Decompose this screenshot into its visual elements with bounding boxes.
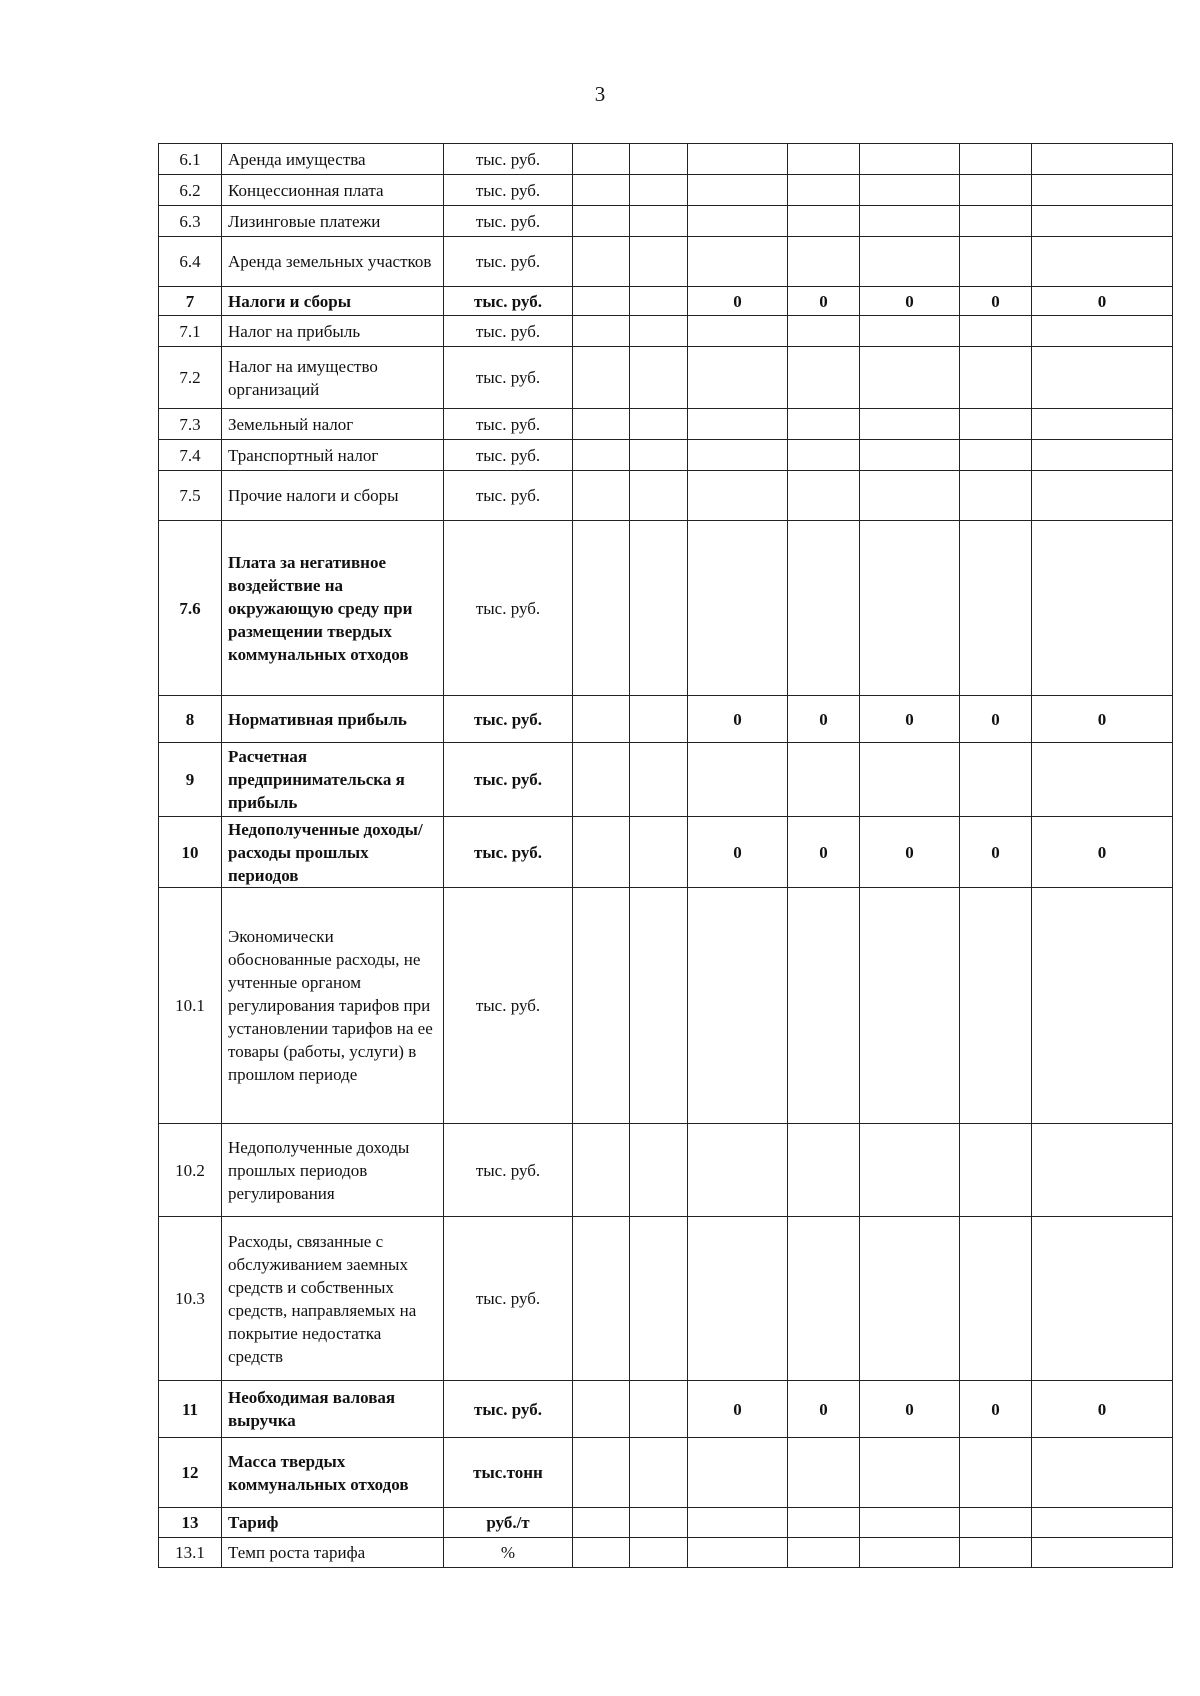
value-cell xyxy=(960,206,1032,237)
value-cell xyxy=(688,316,788,347)
row-item-name: Налоги и сборы xyxy=(222,287,444,316)
value-cell xyxy=(788,440,860,471)
row-unit: тыс. руб. xyxy=(444,888,573,1124)
row-number: 7.1 xyxy=(159,316,222,347)
value-cell xyxy=(1032,471,1173,521)
value-cell xyxy=(573,175,630,206)
value-cell xyxy=(688,888,788,1124)
value-cell xyxy=(1032,888,1173,1124)
value-cell xyxy=(573,409,630,440)
value-cell xyxy=(1032,175,1173,206)
value-cell xyxy=(1032,144,1173,175)
value-cell xyxy=(1032,316,1173,347)
value-cell xyxy=(860,1538,960,1568)
value-cell xyxy=(960,1217,1032,1381)
value-cell xyxy=(788,1124,860,1217)
value-cell xyxy=(573,1124,630,1217)
value-cell xyxy=(688,1538,788,1568)
value-cell xyxy=(1032,440,1173,471)
value-cell xyxy=(630,316,688,347)
value-cell xyxy=(960,521,1032,696)
row-number: 6.4 xyxy=(159,237,222,287)
value-cell xyxy=(573,521,630,696)
row-number: 7 xyxy=(159,287,222,316)
tariff-calculation-table xyxy=(158,143,1173,1568)
row-number: 9 xyxy=(159,743,222,817)
value-cell xyxy=(860,1508,960,1538)
value-cell xyxy=(630,347,688,409)
value-cell xyxy=(788,1538,860,1568)
table-row xyxy=(159,287,1173,316)
value-cell xyxy=(860,1124,960,1217)
value-cell xyxy=(860,1217,960,1381)
row-number: 6.2 xyxy=(159,175,222,206)
value-cell xyxy=(1032,206,1173,237)
value-cell xyxy=(960,888,1032,1124)
value-cell xyxy=(573,1538,630,1568)
row-number: 7.3 xyxy=(159,409,222,440)
value-cell xyxy=(688,206,788,237)
row-unit: тыс. руб. xyxy=(444,237,573,287)
row-item-name: Плата за негативное воздействие на окружающую среду при размещении твердых коммунальных отходов xyxy=(222,521,444,696)
row-unit: тыс. руб. xyxy=(444,1124,573,1217)
value-cell: 0 xyxy=(688,1381,788,1438)
row-unit: тыс. руб. xyxy=(444,316,573,347)
value-cell: 0 xyxy=(788,287,860,316)
row-number: 8 xyxy=(159,696,222,743)
value-cell xyxy=(688,237,788,287)
row-item-name: Расчетная предпринимательска я прибыль xyxy=(222,743,444,817)
value-cell: 0 xyxy=(788,1381,860,1438)
row-unit: тыс. руб. xyxy=(444,206,573,237)
value-cell xyxy=(688,471,788,521)
row-unit: тыс.тонн xyxy=(444,1438,573,1508)
table-row xyxy=(159,817,1173,888)
value-cell xyxy=(788,521,860,696)
value-cell xyxy=(573,347,630,409)
value-cell xyxy=(573,1381,630,1438)
value-cell xyxy=(630,743,688,817)
table-row xyxy=(159,1217,1173,1381)
value-cell xyxy=(960,1124,1032,1217)
row-item-name: Темп роста тарифа xyxy=(222,1538,444,1568)
value-cell xyxy=(788,347,860,409)
value-cell xyxy=(688,1217,788,1381)
value-cell xyxy=(573,888,630,1124)
table-row xyxy=(159,1538,1173,1568)
row-item-name: Тариф xyxy=(222,1508,444,1538)
value-cell xyxy=(630,409,688,440)
value-cell xyxy=(688,175,788,206)
value-cell xyxy=(630,1381,688,1438)
row-item-name: Недополученные доходы прошлых периодов регулирования xyxy=(222,1124,444,1217)
table-row xyxy=(159,409,1173,440)
row-number: 10.2 xyxy=(159,1124,222,1217)
value-cell xyxy=(860,471,960,521)
row-unit: тыс. руб. xyxy=(444,287,573,316)
row-unit: тыс. руб. xyxy=(444,347,573,409)
value-cell xyxy=(788,409,860,440)
row-item-name: Земельный налог xyxy=(222,409,444,440)
row-item-name: Недополученные доходы/расходы прошлых периодов xyxy=(222,817,444,888)
value-cell xyxy=(860,521,960,696)
row-item-name: Прочие налоги и сборы xyxy=(222,471,444,521)
value-cell xyxy=(788,206,860,237)
table-row xyxy=(159,206,1173,237)
value-cell xyxy=(860,175,960,206)
value-cell xyxy=(688,1124,788,1217)
row-number: 7.5 xyxy=(159,471,222,521)
value-cell xyxy=(960,1508,1032,1538)
value-cell xyxy=(688,521,788,696)
row-unit: руб./т xyxy=(444,1508,573,1538)
value-cell xyxy=(688,144,788,175)
row-number: 6.3 xyxy=(159,206,222,237)
table-row xyxy=(159,743,1173,817)
row-item-name: Концессионная плата xyxy=(222,175,444,206)
row-number: 10 xyxy=(159,817,222,888)
value-cell xyxy=(1032,1217,1173,1381)
value-cell xyxy=(960,471,1032,521)
value-cell: 0 xyxy=(688,287,788,316)
value-cell xyxy=(960,1538,1032,1568)
row-number: 12 xyxy=(159,1438,222,1508)
value-cell: 0 xyxy=(960,287,1032,316)
row-unit: тыс. руб. xyxy=(444,175,573,206)
value-cell: 0 xyxy=(960,696,1032,743)
value-cell: 0 xyxy=(860,817,960,888)
value-cell xyxy=(573,316,630,347)
table-row xyxy=(159,1438,1173,1508)
row-unit: тыс. руб. xyxy=(444,409,573,440)
value-cell xyxy=(788,175,860,206)
row-unit: тыс. руб. xyxy=(444,743,573,817)
value-cell: 0 xyxy=(1032,1381,1173,1438)
value-cell xyxy=(573,237,630,287)
value-cell: 0 xyxy=(860,1381,960,1438)
page-number: 3 xyxy=(594,82,606,106)
value-cell xyxy=(960,175,1032,206)
table-row xyxy=(159,521,1173,696)
value-cell xyxy=(1032,521,1173,696)
value-cell: 0 xyxy=(688,817,788,888)
value-cell xyxy=(630,471,688,521)
value-cell xyxy=(1032,347,1173,409)
value-cell: 0 xyxy=(860,696,960,743)
value-cell xyxy=(960,409,1032,440)
value-cell xyxy=(788,1217,860,1381)
row-unit: тыс. руб. xyxy=(444,144,573,175)
value-cell xyxy=(573,1217,630,1381)
row-unit: тыс. руб. xyxy=(444,1381,573,1438)
row-item-name: Расходы, связанные с обслуживанием заемных средств и собственных средств, направляемых на покрытие недостатка средств xyxy=(222,1217,444,1381)
value-cell: 0 xyxy=(788,817,860,888)
value-cell xyxy=(788,1508,860,1538)
row-unit: тыс. руб. xyxy=(444,696,573,743)
value-cell xyxy=(630,888,688,1124)
value-cell xyxy=(573,144,630,175)
value-cell xyxy=(860,409,960,440)
value-cell xyxy=(860,743,960,817)
value-cell xyxy=(630,237,688,287)
value-cell xyxy=(960,743,1032,817)
value-cell: 0 xyxy=(688,696,788,743)
value-cell xyxy=(860,144,960,175)
value-cell xyxy=(630,817,688,888)
row-item-name: Масса твердых коммунальных отходов xyxy=(222,1438,444,1508)
row-number: 7.6 xyxy=(159,521,222,696)
value-cell xyxy=(860,888,960,1124)
value-cell xyxy=(1032,1438,1173,1508)
value-cell xyxy=(960,144,1032,175)
value-cell xyxy=(788,1438,860,1508)
row-number: 10.3 xyxy=(159,1217,222,1381)
row-number: 7.4 xyxy=(159,440,222,471)
value-cell xyxy=(960,440,1032,471)
value-cell xyxy=(960,316,1032,347)
row-number: 13 xyxy=(159,1508,222,1538)
value-cell xyxy=(788,888,860,1124)
table-row xyxy=(159,175,1173,206)
value-cell xyxy=(573,440,630,471)
row-unit: % xyxy=(444,1538,573,1568)
value-cell xyxy=(860,316,960,347)
value-cell xyxy=(630,521,688,696)
value-cell xyxy=(573,287,630,316)
value-cell xyxy=(630,696,688,743)
value-cell xyxy=(860,1438,960,1508)
value-cell: 0 xyxy=(1032,287,1173,316)
value-cell xyxy=(860,206,960,237)
value-cell xyxy=(630,175,688,206)
value-cell xyxy=(688,1438,788,1508)
value-cell xyxy=(688,409,788,440)
value-cell xyxy=(788,144,860,175)
row-item-name: Транспортный налог xyxy=(222,440,444,471)
row-unit: тыс. руб. xyxy=(444,1217,573,1381)
value-cell xyxy=(960,237,1032,287)
value-cell xyxy=(630,1438,688,1508)
row-number: 10.1 xyxy=(159,888,222,1124)
value-cell xyxy=(573,1438,630,1508)
value-cell xyxy=(860,237,960,287)
row-item-name: Лизинговые платежи xyxy=(222,206,444,237)
table-row xyxy=(159,1508,1173,1538)
value-cell xyxy=(860,347,960,409)
value-cell xyxy=(630,1508,688,1538)
value-cell xyxy=(630,440,688,471)
value-cell xyxy=(788,743,860,817)
value-cell xyxy=(573,206,630,237)
table-row xyxy=(159,237,1173,287)
value-cell: 0 xyxy=(960,817,1032,888)
value-cell xyxy=(960,347,1032,409)
value-cell xyxy=(630,144,688,175)
table-row xyxy=(159,888,1173,1124)
row-unit: тыс. руб. xyxy=(444,521,573,696)
value-cell xyxy=(630,1217,688,1381)
table-row xyxy=(159,471,1173,521)
value-cell xyxy=(573,696,630,743)
value-cell xyxy=(788,237,860,287)
value-cell xyxy=(573,817,630,888)
value-cell xyxy=(630,1538,688,1568)
row-item-name: Необходимая валовая выручка xyxy=(222,1381,444,1438)
row-item-name: Экономически обоснованные расходы, не учтенные органом регулирования тарифов при установлении тарифов на ее товары (работы, услуги) в прошлом периоде xyxy=(222,888,444,1124)
value-cell xyxy=(860,440,960,471)
table-row xyxy=(159,1381,1173,1438)
row-number: 7.2 xyxy=(159,347,222,409)
row-unit: тыс. руб. xyxy=(444,440,573,471)
value-cell xyxy=(1032,409,1173,440)
table-row xyxy=(159,316,1173,347)
row-item-name: Нормативная прибыль xyxy=(222,696,444,743)
row-item-name: Аренда земельных участков xyxy=(222,237,444,287)
table-row xyxy=(159,144,1173,175)
value-cell xyxy=(1032,743,1173,817)
row-item-name: Налог на имущество организаций xyxy=(222,347,444,409)
value-cell xyxy=(788,471,860,521)
row-number: 13.1 xyxy=(159,1538,222,1568)
value-cell xyxy=(1032,237,1173,287)
value-cell xyxy=(573,1508,630,1538)
value-cell xyxy=(573,743,630,817)
value-cell: 0 xyxy=(960,1381,1032,1438)
value-cell: 0 xyxy=(1032,817,1173,888)
value-cell xyxy=(573,471,630,521)
value-cell xyxy=(630,287,688,316)
value-cell xyxy=(788,316,860,347)
row-item-name: Аренда имущества xyxy=(222,144,444,175)
value-cell: 0 xyxy=(860,287,960,316)
value-cell xyxy=(1032,1124,1173,1217)
value-cell xyxy=(688,1508,788,1538)
value-cell: 0 xyxy=(1032,696,1173,743)
value-cell xyxy=(1032,1538,1173,1568)
row-unit: тыс. руб. xyxy=(444,471,573,521)
table-row xyxy=(159,440,1173,471)
table-row xyxy=(159,347,1173,409)
row-number: 6.1 xyxy=(159,144,222,175)
value-cell xyxy=(688,743,788,817)
value-cell xyxy=(688,440,788,471)
row-number: 11 xyxy=(159,1381,222,1438)
value-cell xyxy=(688,347,788,409)
value-cell xyxy=(1032,1508,1173,1538)
value-cell: 0 xyxy=(788,696,860,743)
table-row xyxy=(159,1124,1173,1217)
value-cell xyxy=(630,206,688,237)
row-item-name: Налог на прибыль xyxy=(222,316,444,347)
row-unit: тыс. руб. xyxy=(444,817,573,888)
table-row xyxy=(159,696,1173,743)
value-cell xyxy=(960,1438,1032,1508)
value-cell xyxy=(630,1124,688,1217)
